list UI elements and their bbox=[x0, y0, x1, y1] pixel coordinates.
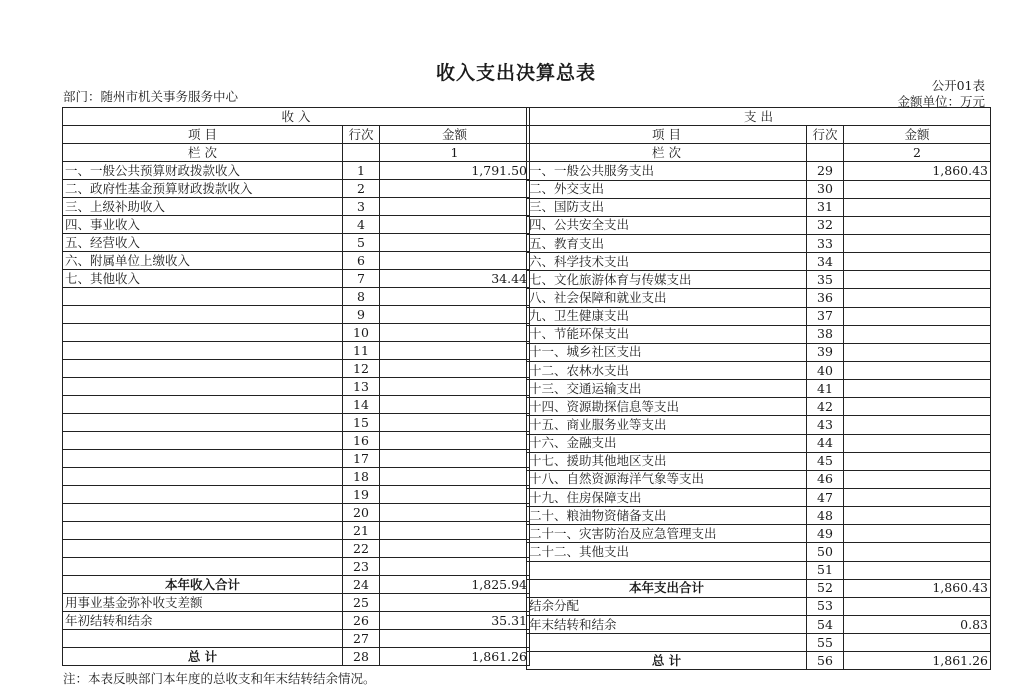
row-number: 24 bbox=[343, 576, 380, 594]
row-amount bbox=[380, 342, 530, 360]
row-number: 25 bbox=[343, 594, 380, 612]
row-item: 十、节能环保支出 bbox=[527, 325, 807, 343]
row-number: 36 bbox=[807, 289, 844, 307]
table-row bbox=[63, 162, 530, 180]
table-row bbox=[63, 288, 530, 306]
row-number: 7 bbox=[343, 270, 380, 288]
row-number: 51 bbox=[807, 561, 844, 579]
row-number: 19 bbox=[343, 486, 380, 504]
row-item: 年初结转和结余 bbox=[63, 612, 343, 630]
row-item: 二十、粮油物资储备支出 bbox=[527, 507, 807, 525]
table-row bbox=[527, 162, 991, 180]
row-item: 十八、自然资源海洋气象等支出 bbox=[527, 470, 807, 488]
row-item bbox=[63, 378, 343, 396]
row-amount bbox=[844, 271, 991, 289]
row-number: 38 bbox=[807, 325, 844, 343]
column-index-label: 栏 次 bbox=[63, 144, 343, 162]
row-item: 八、社会保障和就业支出 bbox=[527, 289, 807, 307]
table-row bbox=[527, 634, 991, 652]
header-item: 项 目 bbox=[63, 126, 343, 144]
grand-total-label: 总 计 bbox=[63, 648, 343, 666]
row-number: 46 bbox=[807, 470, 844, 488]
row-amount bbox=[380, 180, 530, 198]
row-number: 5 bbox=[343, 234, 380, 252]
income-grand-total bbox=[63, 648, 530, 666]
row-number: 31 bbox=[807, 198, 844, 216]
section-title: 收 入 bbox=[63, 108, 530, 126]
row-amount bbox=[844, 434, 991, 452]
row-amount bbox=[844, 634, 991, 652]
row-number: 48 bbox=[807, 507, 844, 525]
row-amount bbox=[844, 416, 991, 434]
row-item: 一、一般公共服务支出 bbox=[527, 162, 807, 180]
table-row bbox=[63, 432, 530, 450]
row-item bbox=[63, 540, 343, 558]
row-amount bbox=[844, 543, 991, 561]
year-total-label: 本年收入合计 bbox=[63, 576, 343, 594]
footnote: 注：本表反映部门本年度的总收支和年末结转结余情况。 bbox=[63, 671, 376, 686]
table-row bbox=[63, 522, 530, 540]
row-amount bbox=[844, 234, 991, 252]
table-row bbox=[527, 507, 991, 525]
row-item: 十五、商业服务业等支出 bbox=[527, 416, 807, 434]
row-item: 十四、资源勘探信息等支出 bbox=[527, 398, 807, 416]
table-row bbox=[63, 378, 530, 396]
row-amount bbox=[380, 630, 530, 648]
row-amount bbox=[380, 216, 530, 234]
page-title: 收入支出决算总表 bbox=[435, 62, 596, 84]
grand-total-label: 总 计 bbox=[527, 652, 807, 670]
row-amount bbox=[844, 180, 991, 198]
table-row bbox=[527, 543, 991, 561]
amount-unit: 金额单位：万元 bbox=[897, 94, 985, 109]
row-amount bbox=[844, 452, 991, 470]
row-amount bbox=[844, 343, 991, 361]
row-item: 二十二、其他支出 bbox=[527, 543, 807, 561]
row-item: 七、文化旅游体育与传媒支出 bbox=[527, 271, 807, 289]
row-item: 十六、金融支出 bbox=[527, 434, 807, 452]
row-number: 22 bbox=[343, 540, 380, 558]
expense-year-total bbox=[527, 579, 991, 597]
table-row bbox=[527, 434, 991, 452]
row-item bbox=[63, 342, 343, 360]
row-amount bbox=[844, 198, 991, 216]
table-row bbox=[63, 180, 530, 198]
column-index-label: 栏 次 bbox=[527, 144, 807, 162]
table-row bbox=[527, 325, 991, 343]
row-item bbox=[63, 558, 343, 576]
table-row bbox=[527, 416, 991, 434]
row-number: 47 bbox=[807, 488, 844, 506]
row-number: 29 bbox=[807, 162, 844, 180]
row-item bbox=[63, 450, 343, 468]
table-row bbox=[527, 361, 991, 379]
row-amount bbox=[380, 414, 530, 432]
row-item: 二十一、灾害防治及应急管理支出 bbox=[527, 525, 807, 543]
row-amount bbox=[844, 398, 991, 416]
row-number: 1 bbox=[343, 162, 380, 180]
row-item: 三、上级补助收入 bbox=[63, 198, 343, 216]
row-item: 七、其他收入 bbox=[63, 270, 343, 288]
table-row bbox=[63, 216, 530, 234]
row-item: 六、附属单位上缴收入 bbox=[63, 252, 343, 270]
table-row bbox=[63, 486, 530, 504]
row-item bbox=[63, 504, 343, 522]
table-row bbox=[527, 271, 991, 289]
table-row bbox=[527, 452, 991, 470]
table-row bbox=[63, 198, 530, 216]
row-item: 四、事业收入 bbox=[63, 216, 343, 234]
row-number: 33 bbox=[807, 234, 844, 252]
table-row bbox=[63, 630, 530, 648]
row-number: 32 bbox=[807, 216, 844, 234]
table-row bbox=[527, 615, 991, 633]
table-row bbox=[527, 597, 991, 615]
row-number: 23 bbox=[343, 558, 380, 576]
row-item bbox=[63, 324, 343, 342]
row-number: 30 bbox=[807, 180, 844, 198]
row-number: 21 bbox=[343, 522, 380, 540]
department-label: 部门：随州市机关事务服务中心 bbox=[63, 89, 239, 104]
row-item: 十九、住房保障支出 bbox=[527, 488, 807, 506]
table-row bbox=[63, 342, 530, 360]
row-amount bbox=[380, 252, 530, 270]
row-amount: 1,860.43 bbox=[844, 162, 991, 180]
row-item: 用事业基金弥补收支差额 bbox=[63, 594, 343, 612]
row-number: 20 bbox=[343, 504, 380, 522]
row-number: 13 bbox=[343, 378, 380, 396]
table-row bbox=[527, 198, 991, 216]
table-row bbox=[63, 504, 530, 522]
table-row bbox=[527, 380, 991, 398]
income-column-header bbox=[63, 126, 530, 144]
row-number: 4 bbox=[343, 216, 380, 234]
row-number: 14 bbox=[343, 396, 380, 414]
row-number: 10 bbox=[343, 324, 380, 342]
row-number: 26 bbox=[343, 612, 380, 630]
row-number: 2 bbox=[343, 180, 380, 198]
row-amount bbox=[380, 468, 530, 486]
row-number: 35 bbox=[807, 271, 844, 289]
table-row bbox=[527, 307, 991, 325]
expense-column-header bbox=[527, 126, 991, 144]
header-row-number: 行次 bbox=[807, 126, 844, 144]
row-number: 39 bbox=[807, 343, 844, 361]
table-row bbox=[63, 270, 530, 288]
row-amount bbox=[380, 378, 530, 396]
year-total-amount: 1,825.94 bbox=[380, 576, 530, 594]
row-number: 15 bbox=[343, 414, 380, 432]
grand-total-amount: 1,861.26 bbox=[380, 648, 530, 666]
row-number: 34 bbox=[807, 253, 844, 271]
row-item: 一、一般公共预算财政拨款收入 bbox=[63, 162, 343, 180]
table-row bbox=[63, 252, 530, 270]
row-amount bbox=[844, 325, 991, 343]
table-row bbox=[63, 594, 530, 612]
table-row bbox=[527, 234, 991, 252]
row-number: 40 bbox=[807, 361, 844, 379]
row-item: 六、科学技术支出 bbox=[527, 253, 807, 271]
table-row bbox=[63, 414, 530, 432]
row-number: 11 bbox=[343, 342, 380, 360]
column-index-row bbox=[343, 144, 380, 162]
row-item: 十三、交通运输支出 bbox=[527, 380, 807, 398]
row-amount bbox=[380, 594, 530, 612]
row-amount bbox=[380, 540, 530, 558]
row-number: 18 bbox=[343, 468, 380, 486]
row-amount bbox=[380, 486, 530, 504]
row-item bbox=[527, 561, 807, 579]
row-item bbox=[527, 634, 807, 652]
row-amount: 34.44 bbox=[380, 270, 530, 288]
table-row bbox=[63, 612, 530, 630]
row-item: 五、教育支出 bbox=[527, 234, 807, 252]
row-amount bbox=[380, 522, 530, 540]
table-row bbox=[527, 253, 991, 271]
year-total-amount: 1,860.43 bbox=[844, 579, 991, 597]
table-row bbox=[527, 289, 991, 307]
row-amount bbox=[380, 324, 530, 342]
row-number: 3 bbox=[343, 198, 380, 216]
row-amount: 35.31 bbox=[380, 612, 530, 630]
table-row bbox=[527, 216, 991, 234]
table-row bbox=[527, 488, 991, 506]
row-number: 55 bbox=[807, 634, 844, 652]
column-index-amount: 2 bbox=[844, 144, 991, 162]
row-item: 十一、城乡社区支出 bbox=[527, 343, 807, 361]
row-number: 9 bbox=[343, 306, 380, 324]
row-item bbox=[63, 396, 343, 414]
header-amount: 金额 bbox=[380, 126, 530, 144]
expense-section-header bbox=[527, 108, 991, 126]
row-amount: 1,791.50 bbox=[380, 162, 530, 180]
row-amount bbox=[380, 234, 530, 252]
row-item: 结余分配 bbox=[527, 597, 807, 615]
row-item bbox=[63, 630, 343, 648]
row-number: 6 bbox=[343, 252, 380, 270]
table-row bbox=[527, 343, 991, 361]
row-amount bbox=[844, 307, 991, 325]
row-item bbox=[63, 468, 343, 486]
table-row bbox=[63, 396, 530, 414]
row-number: 53 bbox=[807, 597, 844, 615]
header-amount: 金额 bbox=[844, 126, 991, 144]
row-item bbox=[63, 306, 343, 324]
table-row bbox=[63, 540, 530, 558]
row-item bbox=[63, 486, 343, 504]
row-amount bbox=[844, 525, 991, 543]
row-number: 37 bbox=[807, 307, 844, 325]
row-item bbox=[63, 288, 343, 306]
row-amount bbox=[844, 216, 991, 234]
row-amount bbox=[380, 558, 530, 576]
row-number: 56 bbox=[807, 652, 844, 670]
row-amount: 0.83 bbox=[844, 615, 991, 633]
row-number: 49 bbox=[807, 525, 844, 543]
income-section-header bbox=[63, 108, 530, 126]
table-row bbox=[63, 234, 530, 252]
table-row bbox=[63, 450, 530, 468]
row-number: 44 bbox=[807, 434, 844, 452]
column-index-amount: 1 bbox=[380, 144, 530, 162]
row-amount bbox=[844, 507, 991, 525]
row-amount bbox=[844, 488, 991, 506]
row-item: 十七、援助其他地区支出 bbox=[527, 452, 807, 470]
row-amount bbox=[844, 380, 991, 398]
table-row bbox=[527, 561, 991, 579]
row-amount bbox=[844, 289, 991, 307]
row-item: 十二、农林水支出 bbox=[527, 361, 807, 379]
row-item bbox=[63, 522, 343, 540]
row-amount bbox=[380, 306, 530, 324]
income-column-index bbox=[63, 144, 530, 162]
row-amount bbox=[844, 470, 991, 488]
table-row bbox=[63, 558, 530, 576]
row-amount bbox=[380, 198, 530, 216]
row-item: 五、经营收入 bbox=[63, 234, 343, 252]
header-item: 项 目 bbox=[527, 126, 807, 144]
row-number: 27 bbox=[343, 630, 380, 648]
table-row bbox=[527, 525, 991, 543]
row-number: 17 bbox=[343, 450, 380, 468]
grand-total-amount: 1,861.26 bbox=[844, 652, 991, 670]
row-item: 年末结转和结余 bbox=[527, 615, 807, 633]
row-item: 四、公共安全支出 bbox=[527, 216, 807, 234]
row-amount bbox=[380, 396, 530, 414]
row-number: 42 bbox=[807, 398, 844, 416]
row-number: 45 bbox=[807, 452, 844, 470]
row-number: 16 bbox=[343, 432, 380, 450]
row-number: 54 bbox=[807, 615, 844, 633]
row-number: 50 bbox=[807, 543, 844, 561]
row-item: 三、国防支出 bbox=[527, 198, 807, 216]
row-item bbox=[63, 432, 343, 450]
row-amount bbox=[380, 504, 530, 522]
expense-column-index bbox=[527, 144, 991, 162]
column-index-row bbox=[807, 144, 844, 162]
table-row bbox=[63, 360, 530, 378]
row-amount bbox=[844, 361, 991, 379]
table-row bbox=[527, 398, 991, 416]
income-year-total bbox=[63, 576, 530, 594]
row-amount bbox=[844, 597, 991, 615]
expense-grand-total bbox=[527, 652, 991, 670]
year-total-label: 本年支出合计 bbox=[527, 579, 807, 597]
table-row bbox=[63, 306, 530, 324]
row-item: 二、政府性基金预算财政拨款收入 bbox=[63, 180, 343, 198]
row-number: 43 bbox=[807, 416, 844, 434]
row-number: 8 bbox=[343, 288, 380, 306]
table-row bbox=[527, 470, 991, 488]
income-table bbox=[62, 107, 530, 666]
row-number: 52 bbox=[807, 579, 844, 597]
row-number: 41 bbox=[807, 380, 844, 398]
row-amount bbox=[380, 360, 530, 378]
expense-table bbox=[526, 107, 991, 670]
form-number: 公开01表 bbox=[931, 78, 985, 93]
table-row bbox=[63, 324, 530, 342]
row-item: 二、外交支出 bbox=[527, 180, 807, 198]
row-number: 12 bbox=[343, 360, 380, 378]
row-amount bbox=[380, 432, 530, 450]
row-number: 28 bbox=[343, 648, 380, 666]
row-item bbox=[63, 414, 343, 432]
row-amount bbox=[380, 450, 530, 468]
table-row bbox=[63, 468, 530, 486]
section-title: 支 出 bbox=[527, 108, 991, 126]
row-amount bbox=[844, 253, 991, 271]
row-amount bbox=[844, 561, 991, 579]
header-row-number: 行次 bbox=[343, 126, 380, 144]
table-row bbox=[527, 180, 991, 198]
row-item: 九、卫生健康支出 bbox=[527, 307, 807, 325]
row-amount bbox=[380, 288, 530, 306]
row-item bbox=[63, 360, 343, 378]
